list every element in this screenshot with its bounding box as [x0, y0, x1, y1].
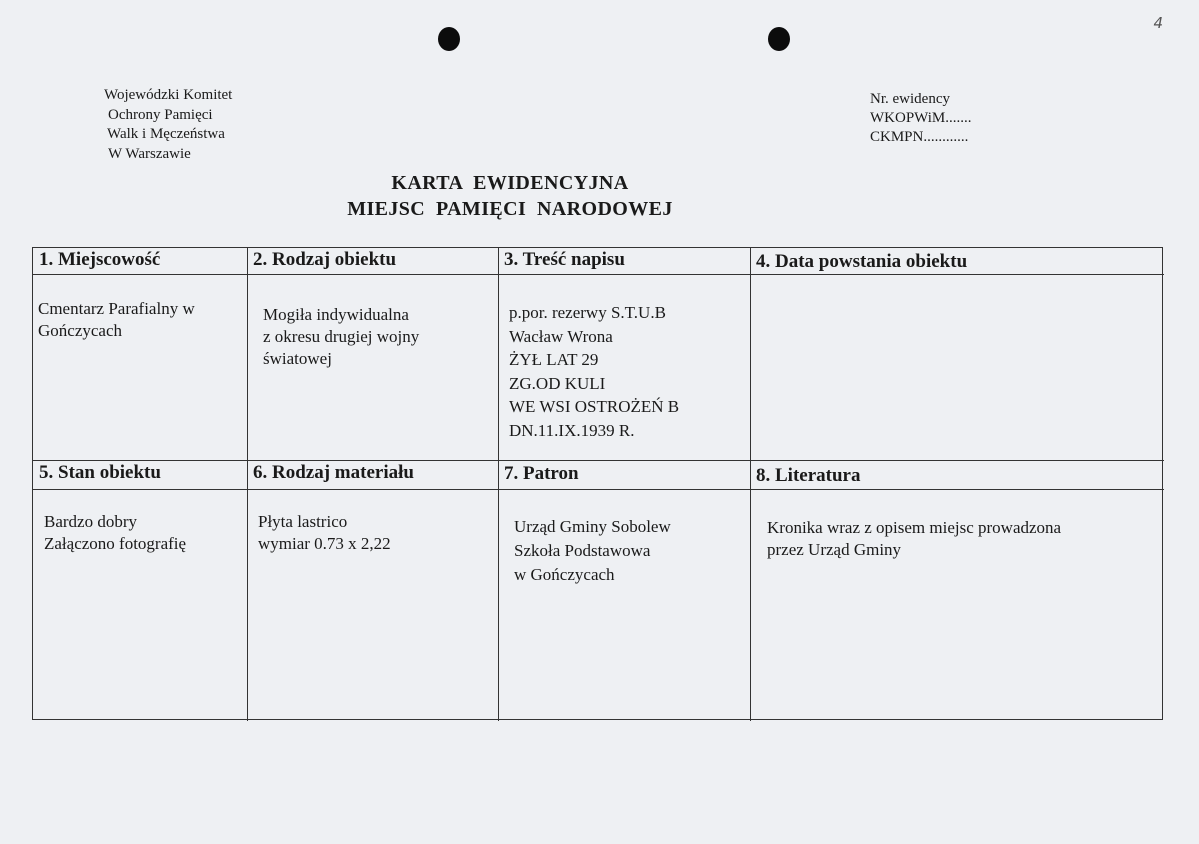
content-line: Urząd Gminy Sobolew [514, 517, 671, 536]
organization-line: W Warszawie [108, 145, 191, 162]
section-content-material [258, 511, 391, 555]
page-number-mark: 4 [1153, 14, 1163, 32]
row-divider [33, 460, 1164, 461]
section-header-locality: 1. Miejscowość [39, 249, 161, 270]
section-content-literature [767, 517, 1061, 561]
content-line: z okresu drugiej wojny [263, 327, 420, 346]
organization-line: Walk i Męczeństwa [107, 126, 225, 142]
content-line: Załączono fotografię [44, 534, 187, 553]
content-line: Płyta lastrico [258, 512, 348, 531]
content-line: w Gończycach [514, 565, 615, 584]
content-line: przez Urząd Gminy [767, 540, 902, 559]
content-line: Szkoła Podstawowa [514, 541, 651, 560]
header-row-divider [33, 489, 1164, 490]
section-header-inscription: 3. Treść napisu [504, 249, 625, 270]
registry-line: CKMPN............ [870, 129, 969, 145]
section-header-object-type: 2. Rodzaj obiektu [253, 249, 397, 270]
column-divider [498, 248, 499, 721]
content-line: p.por. rezerwy S.T.U.B [509, 303, 666, 322]
document-title [300, 170, 720, 222]
registration-card-table [32, 247, 1163, 720]
organization-line: Wojewódzki Komitet [104, 87, 233, 103]
content-line: Gończycach [38, 321, 123, 340]
section-content-inscription [509, 301, 679, 442]
content-line: Mogiła indywidualna [263, 305, 409, 324]
section-header-condition: 5. Stan obiektu [39, 462, 161, 483]
section-header-patron: 7. Patron [504, 463, 579, 484]
section-content-locality [38, 298, 195, 342]
column-divider [247, 248, 248, 721]
content-line: ŻYŁ LAT 29 [509, 350, 599, 369]
section-content-object-type [263, 304, 419, 370]
organization-line: Ochrony Pamięci [108, 106, 213, 123]
content-line: DN.11.IX.1939 R. [509, 420, 635, 440]
content-line: ZG.OD KULI [509, 373, 606, 393]
registry-number-block [870, 90, 971, 147]
content-line: Kronika wraz z opisem miejsc prowadzona [767, 518, 1062, 537]
header-row-divider [33, 274, 1164, 275]
section-content-patron [514, 515, 671, 587]
organization-block [104, 86, 232, 164]
section-header-material: 6. Rodzaj materiału [253, 462, 414, 483]
title-line-1: KARTA EWIDENCYJNA [391, 172, 629, 194]
content-line: WE WSI OSTROŻEŃ B [509, 397, 680, 416]
registry-line: WKOPWiM....... [870, 110, 972, 126]
punch-hole-left [438, 27, 460, 51]
content-line: Bardzo dobry [44, 512, 138, 531]
content-line: Wacław Wrona [509, 326, 613, 346]
title-line-2: MIEJSC PAMIĘCI NARODOWEJ [347, 198, 673, 220]
section-header-creation-date: 4. Data powstania obiektu [756, 251, 968, 272]
content-line: wymiar 0.73 x 2,22 [258, 534, 391, 553]
registry-line: Nr. ewidency [870, 91, 950, 107]
column-divider [750, 248, 751, 721]
content-line: światowej [263, 349, 332, 368]
punch-hole-right [768, 27, 790, 51]
content-line: Cmentarz Parafialny w [38, 299, 195, 318]
section-header-literature: 8. Literatura [756, 465, 861, 486]
section-content-condition [44, 511, 186, 555]
